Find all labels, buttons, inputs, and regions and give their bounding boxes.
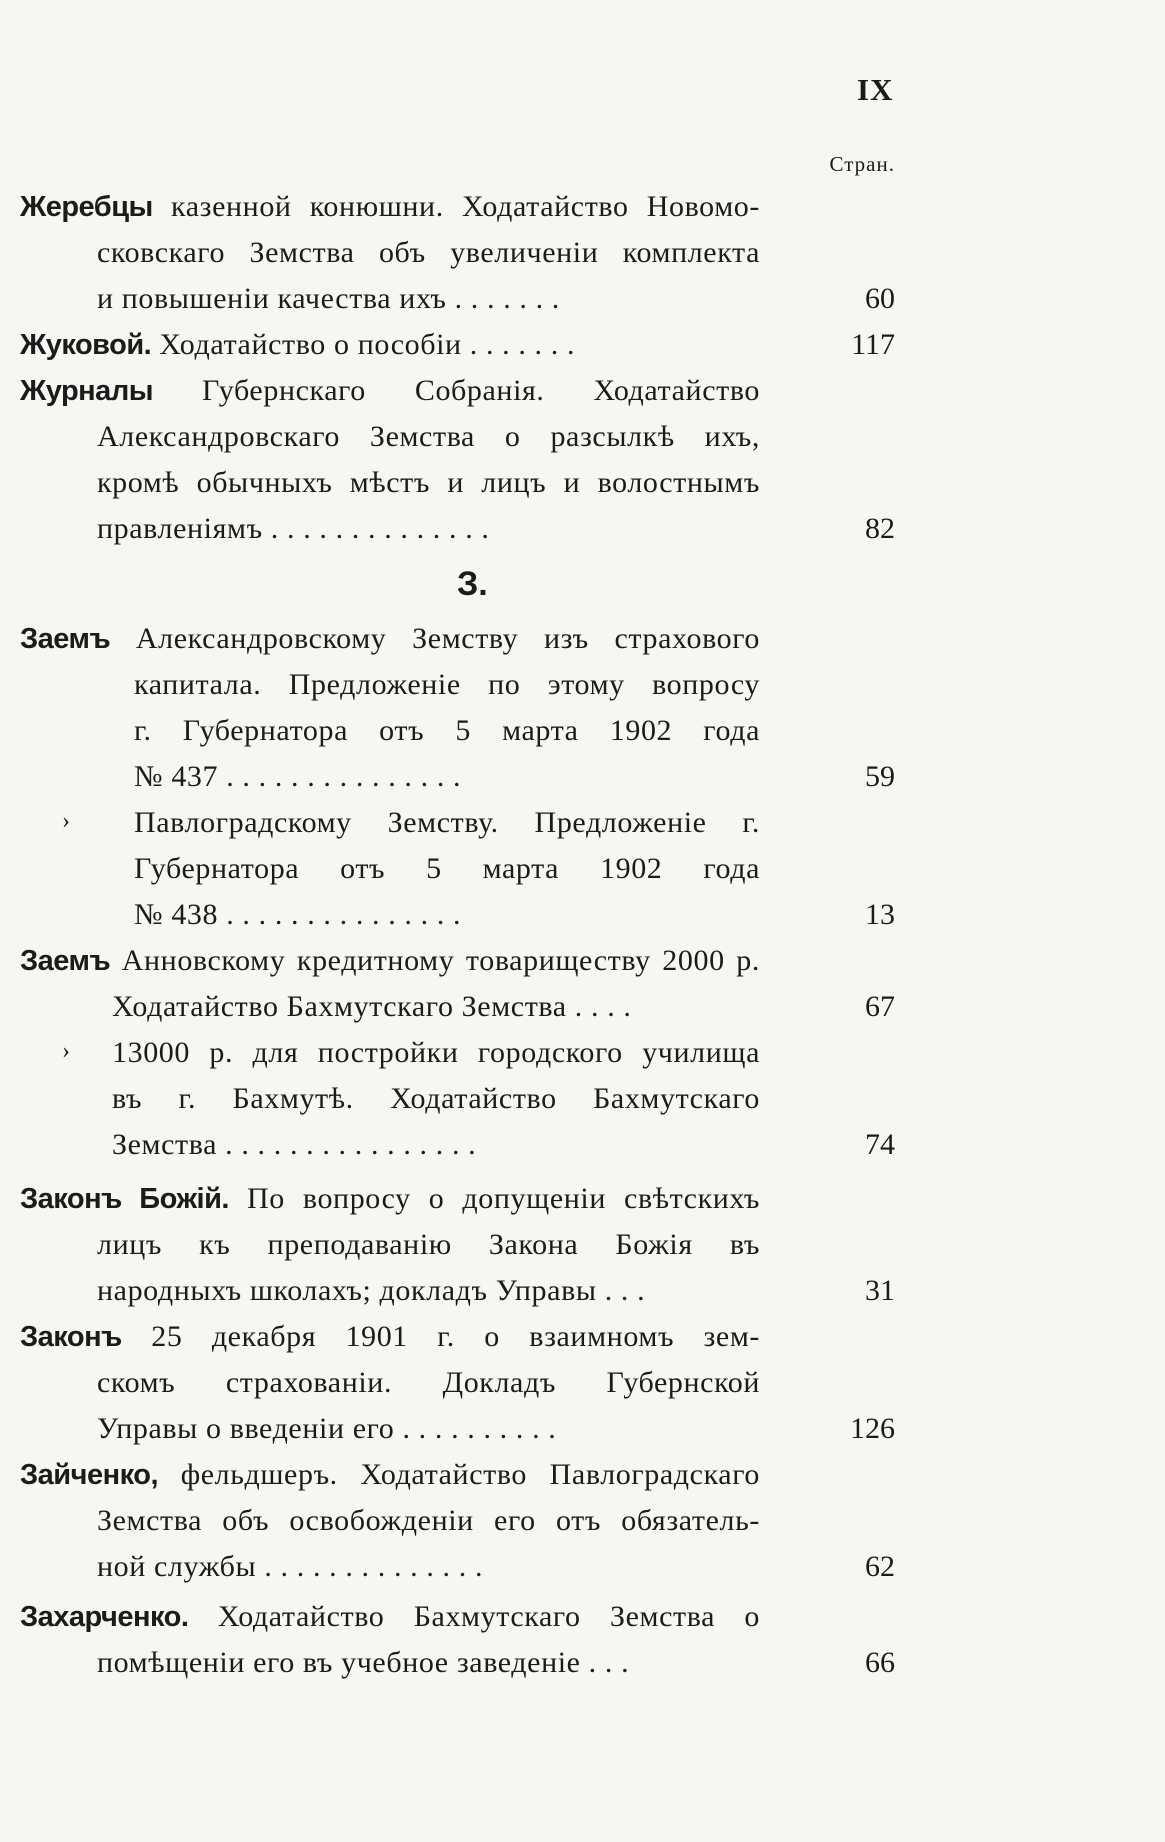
entry-text: Александровскому Земству изъ страхового [135,622,760,655]
entry-text: По вопросу о допущеніи свѣтскихъ [247,1182,760,1215]
entry-heading: Заемъ [20,945,111,977]
index-entry-line: Александровскаго Земства о разсылкѣ ихъ, [97,420,760,453]
index-entry-line [20,1600,760,1634]
page-ref: 117 [851,328,895,361]
entry-text: Губернскаго Собранія. Ходатайство [201,374,760,407]
index-entry-line [20,190,760,224]
entry-heading: Жуковой. [20,329,152,361]
ditto-mark: › [62,808,70,834]
index-entry-line: помѣщеніи его въ учебное заведеніе . . . [97,1646,630,1679]
index-entry-line [20,374,760,408]
index-entry-line: въ г. Бахмутѣ. Ходатайство Бахмутскаго [112,1082,760,1115]
index-entry-line: лицъ къ преподаванію Закона Божія въ [97,1228,760,1261]
page-ref: 60 [865,282,895,315]
index-entry-line: Управы о введеніи его . . . . . . . . . . [97,1412,557,1445]
page-ref: 13 [865,898,895,931]
index-entry-line: Павлоградскому Земству. Предложеніе г. [134,806,760,839]
entry-text: Анновскому кредитному товариществу 2000 р. [121,944,760,977]
index-entry-line: № 438 . . . . . . . . . . . . . . . [134,898,462,931]
page-ref: 31 [865,1274,895,1307]
entry-heading: Зайченко, [20,1459,159,1491]
index-entry-line [20,1458,760,1492]
page-ref: 62 [865,1550,895,1583]
index-entry-line: сковскаго Земства объ увеличеніи комплекта [97,236,760,269]
index-entry-line: Земства объ освобожденіи его отъ обязатель- [97,1504,760,1537]
index-entry-line: 13000 р. для постройки городского училища [112,1036,760,1069]
page-ref: 82 [865,512,895,545]
entry-text: 25 декабря 1901 г. о взаимномъ зем- [151,1320,760,1353]
index-entry-line: кромѣ обычныхъ мѣстъ и лицъ и волостнымъ [97,466,760,499]
index-entry-line: ной службы . . . . . . . . . . . . . . [97,1550,484,1583]
entry-heading: Законъ Божій. [20,1183,229,1215]
index-entry-line: народныхъ школахъ; докладъ Управы . . . [97,1274,646,1307]
entry-heading: Законъ [20,1321,122,1353]
entry-text: казенной конюшни. Ходатайство Новомо- [171,190,760,223]
entry-heading: Жеребцы [20,191,153,223]
page-ref: 126 [850,1412,895,1445]
page-ref: 59 [865,760,895,793]
index-entry-line: № 437 . . . . . . . . . . . . . . . [134,760,462,793]
index-entry-line: скомъ страхованіи. Докладъ Губернской [97,1366,760,1399]
entry-text: фельдшеръ. Ходатайство Павлоградскаго [180,1458,760,1491]
index-entry-line: Ходатайство Бахмутскаго Земства . . . . [112,990,632,1023]
index-entry-line: капитала. Предложеніе по этому вопросу [134,668,760,701]
entry-text: Ходатайство Бахмутскаго Земства о [217,1600,760,1633]
index-entry-line: и повышеніи качества ихъ . . . . . . . [97,282,560,315]
page-ref: 74 [865,1128,895,1161]
section-letter: З. [457,565,488,603]
entry-heading: Захарченко. [20,1601,189,1633]
index-entry-line [20,622,760,656]
page-number: IX [857,72,894,107]
entry-heading: Заемъ [20,623,111,655]
index-entry-line [20,328,575,362]
entry-heading: Журналы [20,375,154,407]
ditto-mark: › [62,1038,70,1064]
index-entry-line [20,1320,760,1354]
entry-text: Ходатайство о пособіи . . . . . . . [159,328,576,361]
index-entry-line: г. Губернатора отъ 5 марта 1902 года [134,714,760,747]
page-ref: 67 [865,990,895,1023]
page-ref: 66 [865,1646,895,1679]
index-entry-line: правленіямъ . . . . . . . . . . . . . . [97,512,490,545]
index-entry-line [20,944,760,978]
index-entry-line: Губернатора отъ 5 марта 1902 года [134,852,760,885]
column-header-pages: Стран. [829,152,895,176]
index-entry-line: Земства . . . . . . . . . . . . . . . . [112,1128,477,1161]
index-entry-line [20,1182,760,1216]
